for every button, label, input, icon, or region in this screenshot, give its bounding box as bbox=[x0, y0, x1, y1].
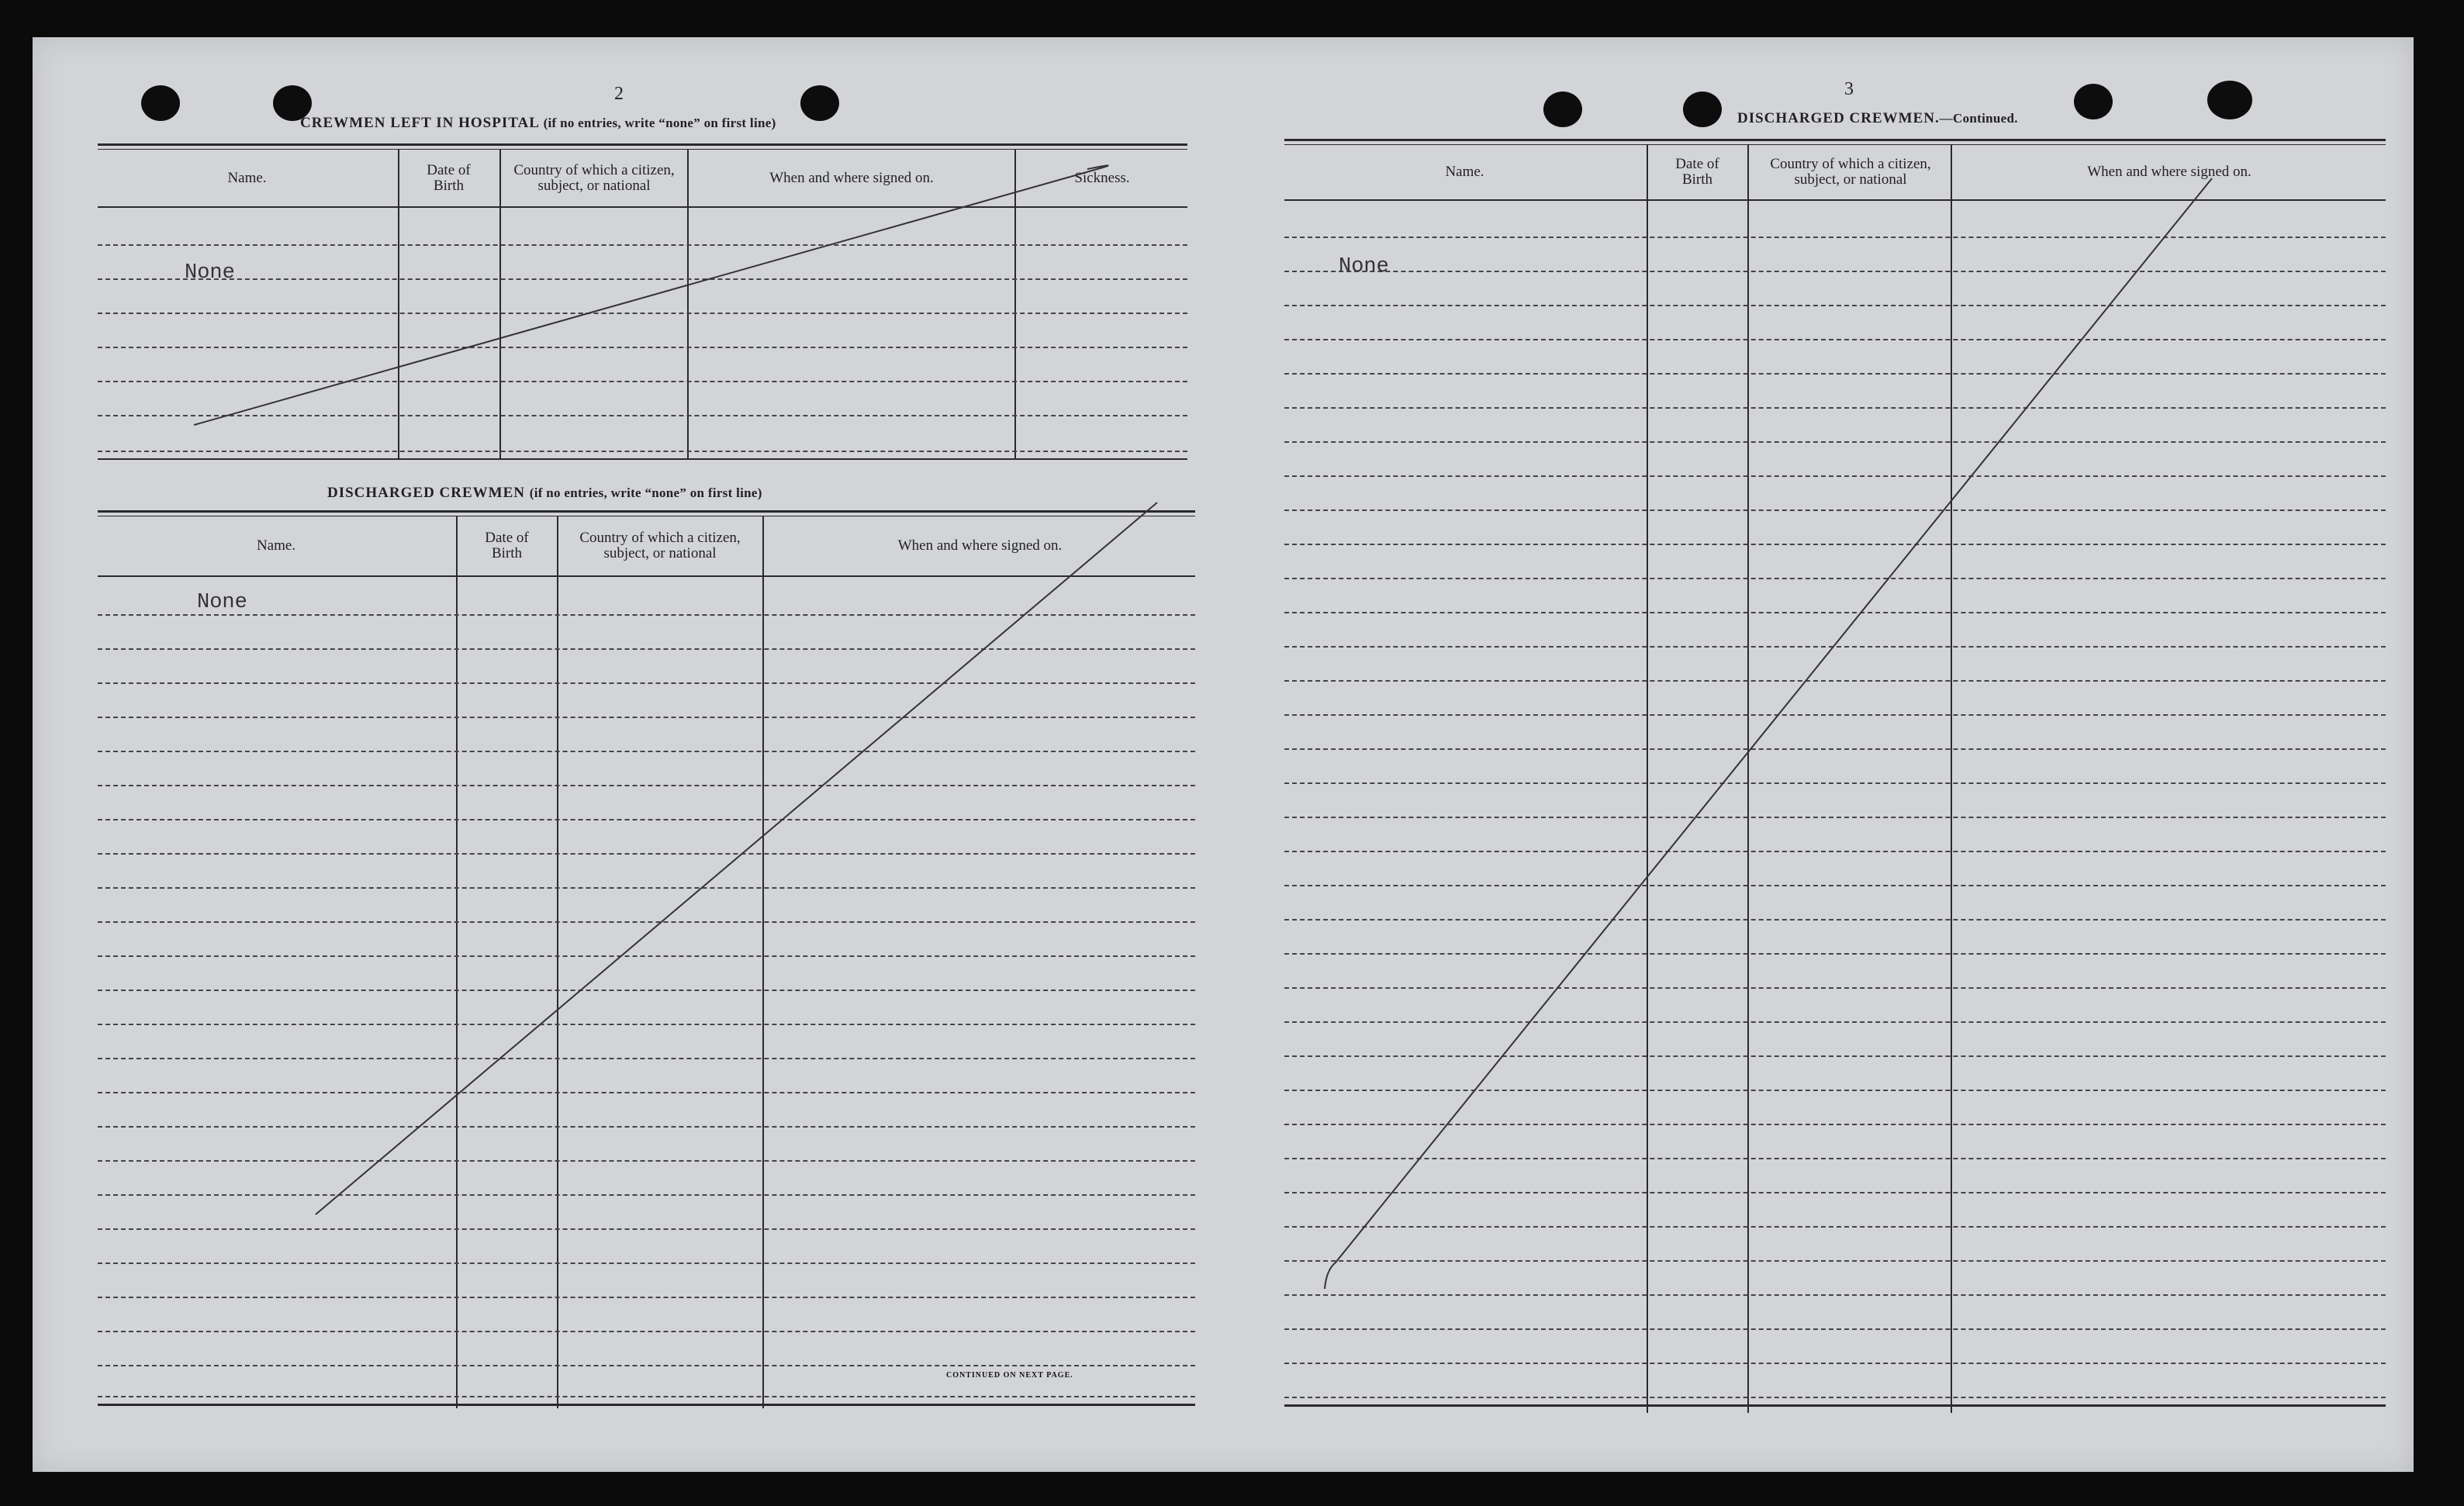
discharged-instruction: (if no entries, write “none” on first line) bbox=[529, 485, 762, 500]
col-header-country: Country of which a citizen, subject, or national bbox=[1770, 156, 1931, 188]
col-header-name: Name. bbox=[256, 537, 296, 554]
hospital-instruction: (if no entries, write “none” on first line) bbox=[543, 116, 776, 130]
col-header-country: Country of which a citizen, subject, or national bbox=[513, 162, 675, 194]
col-header-name: Name. bbox=[1445, 164, 1484, 180]
right-entry-none: None bbox=[1339, 255, 1389, 278]
discharged-strike-line bbox=[316, 503, 1157, 1214]
strike-lines-right bbox=[1219, 37, 2414, 1472]
col-header-sickness: Sickness. bbox=[1074, 170, 1130, 186]
discharged-title-text: DISCHARGED CREWMEN bbox=[327, 485, 525, 501]
section-title-suffix: —Continued. bbox=[1939, 111, 2018, 126]
section-title-text: DISCHARGED CREWMEN. bbox=[1737, 110, 1940, 126]
strike-lines-left bbox=[33, 37, 1211, 1472]
document-sheet bbox=[33, 37, 2414, 1472]
discharged-entry-none: None bbox=[197, 591, 247, 614]
col-header-name: Name. bbox=[227, 170, 267, 186]
col-header-dob: Date of Birth bbox=[485, 530, 529, 561]
left-page bbox=[33, 37, 1211, 1472]
right-strike-line bbox=[1325, 178, 2212, 1289]
continued-footer: CONTINUED ON NEXT PAGE. bbox=[946, 1371, 1073, 1380]
right-page bbox=[1219, 37, 2414, 1472]
col-header-dob: Date of Birth bbox=[1675, 156, 1719, 188]
col-header-signed-on: When and where signed on. bbox=[897, 537, 1063, 554]
page-number: 2 bbox=[614, 84, 624, 104]
col-header-signed-on: When and where signed on. bbox=[2087, 164, 2251, 180]
col-header-signed-on: When and where signed on. bbox=[769, 170, 934, 186]
page-number: 3 bbox=[1844, 79, 1854, 99]
hospital-entry-none: None bbox=[185, 261, 235, 285]
hospital-strike-line bbox=[194, 165, 1108, 425]
col-header-dob: Date of Birth bbox=[427, 162, 471, 194]
hospital-title-text: CREWMEN LEFT IN HOSPITAL bbox=[300, 115, 539, 131]
col-header-country: Country of which a citizen, subject, or national bbox=[579, 530, 741, 561]
